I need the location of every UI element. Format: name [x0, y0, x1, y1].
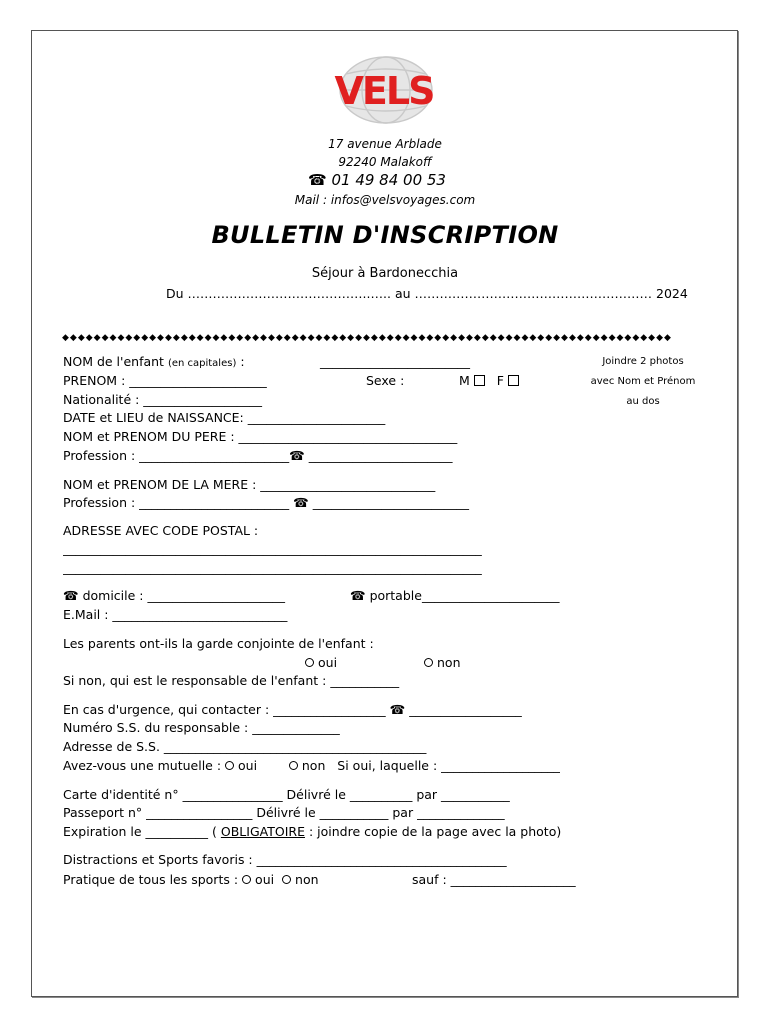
dates-line — [166, 286, 688, 301]
email-field[interactable]: E.Mail : ____________________________ — [63, 607, 288, 622]
diamond-separator: ◆◆◆◆◆◆◆◆◆◆◆◆◆◆◆◆◆◆◆◆◆◆◆◆◆◆◆◆◆◆◆◆◆◆◆◆◆◆◆◆◆◆◆◆◆◆◆◆◆◆◆◆◆◆◆◆◆◆◆◆◆◆◆◆◆◆◆◆◆◆◆◆◆◆◆◆◆ — [62, 333, 672, 343]
photo-note-line2: avec Nom et Prénom — [590, 376, 696, 387]
responsable-field[interactable]: Si non, qui est le responsable de l'enfant : ___________ — [63, 673, 400, 688]
non-label: non — [437, 655, 461, 670]
mutuelle-oui-label: oui — [238, 758, 258, 773]
phone-icon: ☎ — [350, 588, 366, 603]
radio-circle-icon[interactable] — [424, 658, 433, 667]
du-label: Du — [166, 286, 184, 301]
nom-enfant-text: NOM de l'enfant — [63, 354, 164, 369]
address-line1: 17 avenue Arblade — [328, 137, 442, 151]
adresse-label: ADRESSE AVEC CODE POSTAL : — [63, 523, 259, 538]
nom-enfant-field[interactable]: ________________________ — [320, 354, 470, 369]
phone-icon: ☎ — [63, 588, 79, 603]
pratique-label: Pratique de tous les sports : — [63, 872, 239, 887]
profession-pere-row — [63, 448, 452, 463]
garde-non[interactable] — [424, 655, 461, 670]
passeport-field[interactable]: Passeport n° _________________ Délivré le ___________ par ______________ — [63, 805, 505, 820]
checkbox-f-icon[interactable] — [508, 375, 519, 386]
tel-pere-field[interactable]: _______________________ — [308, 448, 453, 463]
mutuelle-row — [63, 758, 560, 773]
nom-pere-field[interactable]: NOM et PRENOM DU PERE : ___________________________________ — [63, 429, 458, 444]
sexe-options — [459, 373, 519, 388]
domicile-field[interactable]: domicile : ______________________ — [82, 588, 285, 603]
pratique-non-label: non — [295, 872, 319, 887]
garde-oui[interactable] — [305, 655, 337, 670]
colon-text: : — [240, 354, 245, 369]
phone-icon: ☎ — [389, 702, 406, 717]
radio-circle-icon[interactable] — [242, 875, 251, 884]
sexe-label: Sexe : — [366, 373, 405, 388]
adresse-line2[interactable]: ___________________________________________________________________ — [63, 560, 482, 575]
urgence-tel-field[interactable]: __________________ — [409, 702, 522, 717]
expiration-note: : joindre copie de la page avec la photo) — [308, 824, 562, 839]
au-field[interactable]: ………………………………………………… — [414, 286, 653, 301]
domicile-row — [63, 588, 285, 603]
logo-text: VELS — [334, 69, 434, 113]
nationalite-field[interactable]: Nationalité : ___________________ — [63, 392, 263, 407]
expiration-field[interactable]: Expiration le __________ ( — [63, 824, 217, 839]
expiration-row — [63, 824, 561, 839]
carte-identite-field[interactable]: Carte d'identité n° ________________ Délivré le __________ par ___________ — [63, 787, 510, 802]
page-title: BULLETIN D'INSCRIPTION — [211, 221, 559, 249]
year: 2024 — [656, 286, 688, 301]
header-mail: Mail : infos@velsvoyages.com — [294, 193, 476, 207]
phone-icon: ☎ — [293, 495, 309, 510]
address-line2: 92240 Malakoff — [338, 155, 432, 169]
portable-row — [350, 588, 559, 603]
pratique-row — [63, 872, 319, 887]
header-phone — [308, 171, 446, 189]
photo-note-line3: au dos — [626, 396, 660, 407]
phone-number: 01 49 84 00 53 — [331, 171, 446, 189]
sexe-f-label: F — [496, 373, 504, 388]
profession-mere-field[interactable]: Profession : ________________________ — [63, 495, 290, 510]
radio-circle-icon[interactable] — [305, 658, 314, 667]
numero-ss-field[interactable]: Numéro S.S. du responsable : ______________ — [63, 720, 340, 735]
profession-mere-row — [63, 495, 469, 510]
radio-circle-icon[interactable] — [289, 761, 298, 770]
prenom-field[interactable]: PRENOM : ______________________ — [63, 373, 267, 388]
radio-circle-icon[interactable] — [225, 761, 234, 770]
oui-label: oui — [318, 655, 338, 670]
obligatoire-text: OBLIGATOIRE — [220, 824, 305, 839]
photo-note-line1: Joindre 2 photos — [602, 356, 684, 367]
profession-pere-field[interactable]: Profession : ________________________ — [63, 448, 290, 463]
mutuelle-non-label: non — [301, 758, 326, 773]
date-lieu-field[interactable]: DATE et LIEU de NAISSANCE: ______________________ — [63, 410, 386, 425]
sexe-m-label: M — [459, 373, 470, 388]
urgence-field[interactable]: En cas d'urgence, qui contacter : __________________ — [63, 702, 386, 717]
urgence-row — [63, 702, 522, 717]
en-capitales-text: (en capitales) — [167, 358, 237, 369]
nom-mere-field[interactable]: NOM et PRENOM DE LA MERE : ____________________________ — [63, 477, 436, 492]
portable-field[interactable]: portable______________________ — [369, 588, 560, 603]
au-label: au — [394, 286, 411, 301]
mutuelle-label: Avez-vous une mutuelle : — [63, 758, 222, 773]
pratique-oui-label: oui — [255, 872, 275, 887]
nom-enfant-label — [63, 354, 245, 369]
distractions-field[interactable]: Distractions et Sports favoris : ________________________________________ — [63, 852, 507, 867]
adresse-line1[interactable]: ___________________________________________________________________ — [63, 541, 482, 556]
radio-circle-icon[interactable] — [282, 875, 291, 884]
sejour-title: Séjour à Bardonecchia — [311, 266, 459, 281]
vels-logo — [328, 52, 440, 124]
phone-icon: ☎ — [308, 171, 327, 189]
du-field[interactable]: ……………………………………..….. — [187, 286, 391, 301]
garde-question: Les parents ont-ils la garde conjointe de l'enfant : — [63, 636, 374, 651]
adresse-ss-field[interactable]: Adresse de S.S. __________________________________________ — [63, 739, 427, 754]
tel-mere-field[interactable]: _________________________ — [312, 495, 469, 510]
phone-icon: ☎ — [289, 448, 305, 463]
mutuelle-laquelle-field[interactable]: Si oui, laquelle : ___________________ — [337, 758, 560, 773]
checkbox-m-icon[interactable] — [474, 375, 485, 386]
sauf-field[interactable]: sauf : ____________________ — [412, 872, 576, 887]
